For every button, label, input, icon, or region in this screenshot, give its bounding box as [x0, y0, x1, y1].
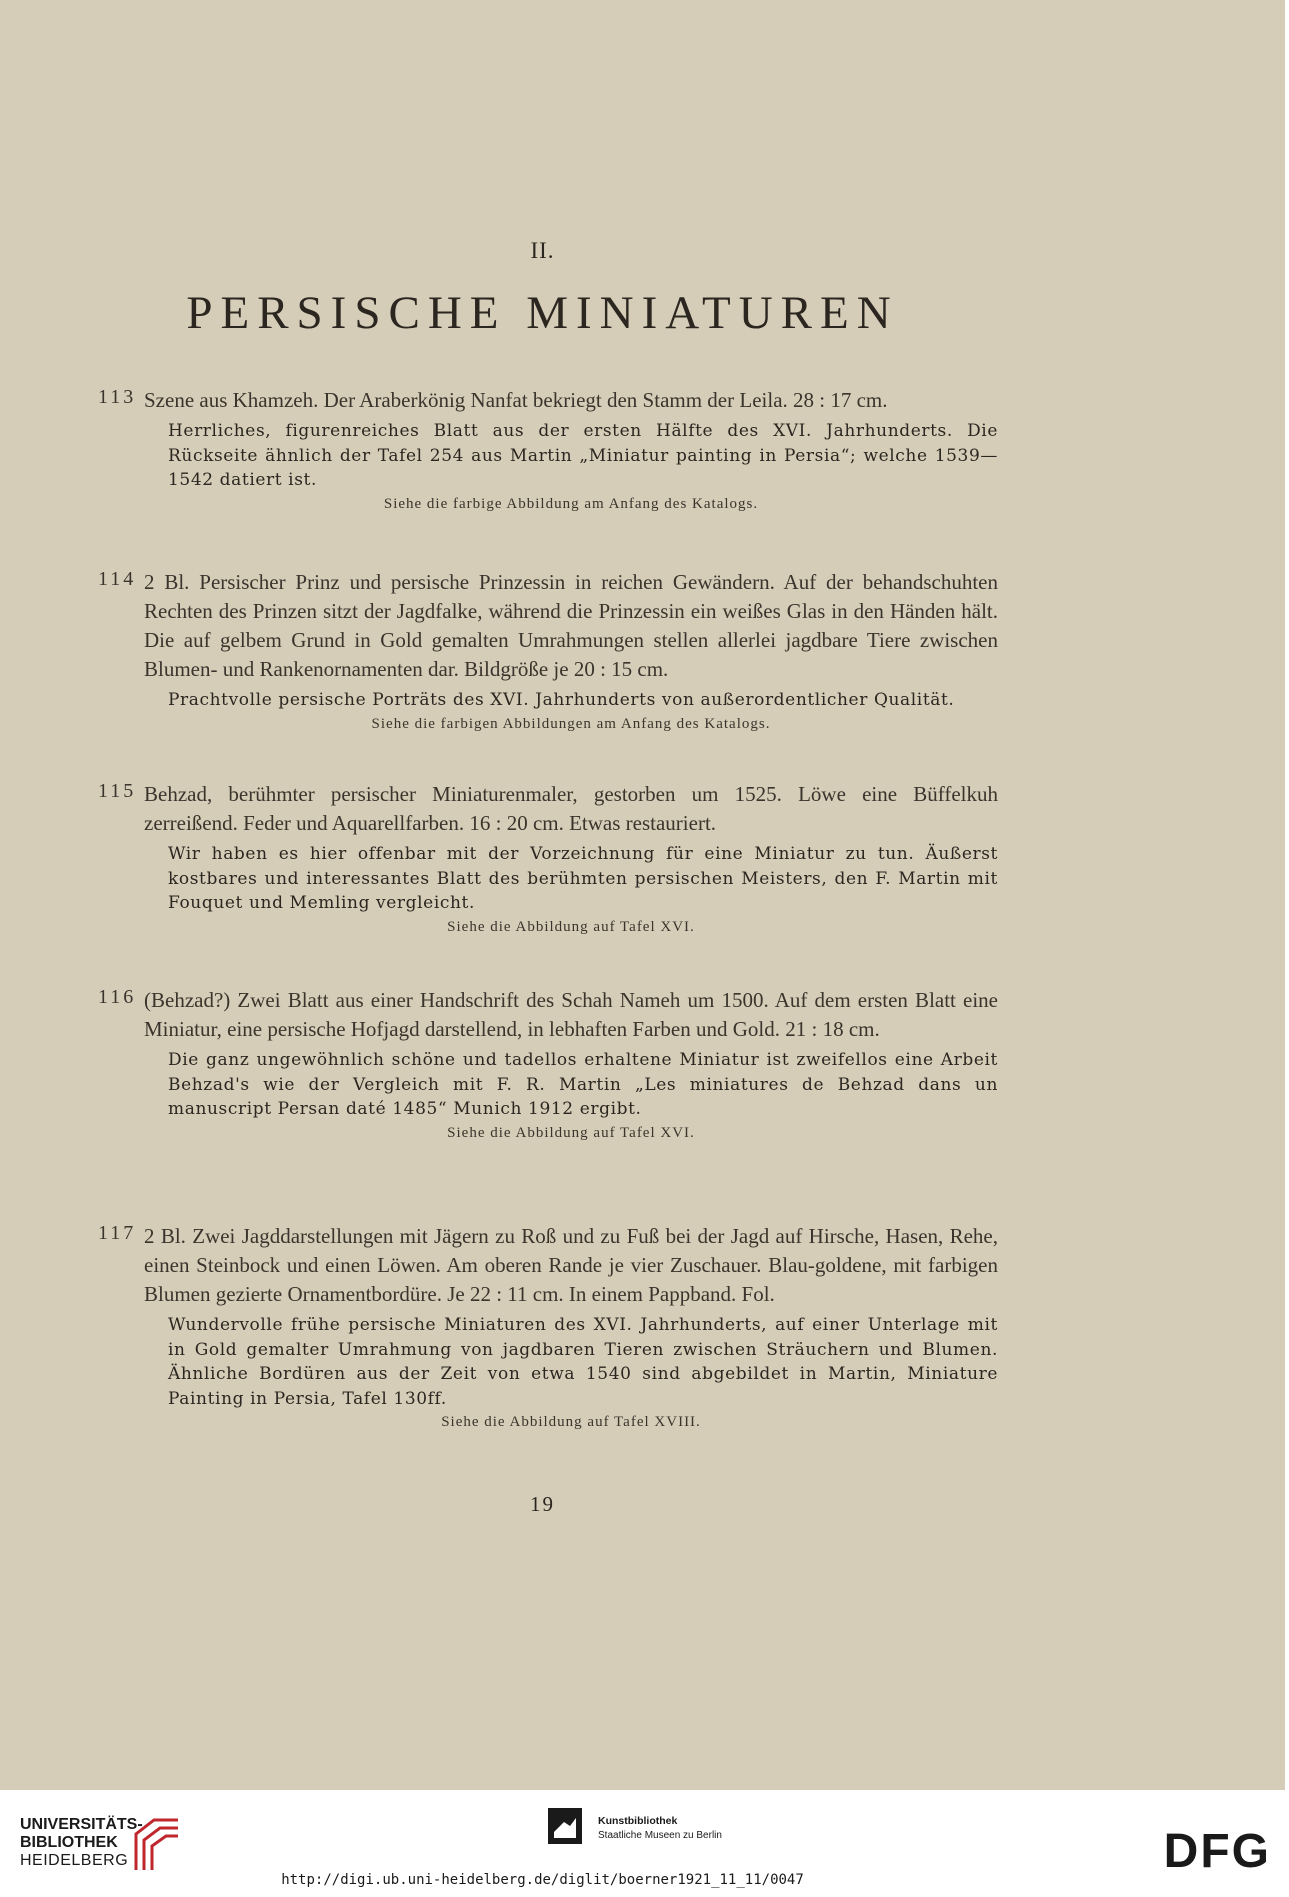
catalog-entry-114	[98, 568, 998, 733]
footer-bar	[0, 1790, 1289, 1897]
page-number: 19	[530, 1492, 555, 1516]
dfg-logo[interactable]: DFG	[1163, 1825, 1271, 1878]
entry-description: 2 Bl. Zwei Jagddarstellungen mit Jägern zu Roß und zu Fuß bei der Jagd auf Hirsche, Hasen, Rehe, einen Steinbock und einen Löwen. Am oberen Rande je vier Zuschauer. Blau-goldene, mit farbigen Blumen gezierte Ornamentbordüre. Je 22 : 11 cm. In einem Pappband. Fol.	[144, 1224, 998, 1306]
entry-number: 114	[98, 568, 137, 590]
entry-note: Wundervolle frühe persische Miniaturen des XVI. Jahrhunderts, auf einer Unterlage mit in Gold gemalter Umrahmung von jagdbaren Tieren zwischen Sträuchern und Blumen. Ähnliche Bordüren aus der Zeit von etwa 1540 sind abgebildet in Martin, Miniature Painting in Persia, Tafel 130ff.	[168, 1315, 998, 1409]
entry-reference: Siehe die farbigen Abbildungen am Anfang des Katalogs.	[371, 715, 771, 732]
catalog-entry-113	[98, 386, 998, 513]
page-edge	[1285, 0, 1289, 1790]
entry-note: Herrliches, figurenreiches Blatt aus der ersten Hälfte des XVI. Jahrhunderts. Die Rückseite ähnlich der Tafel 254 aus Martin „Miniatur painting in Persia“; welche 1539—1542 datiert ist.	[168, 421, 998, 490]
library-mark-icon	[132, 1816, 182, 1872]
source-url-link[interactable]: http://digi.ub.uni-heidelberg.de/diglit/boerner1921_11_11/0047	[281, 1872, 804, 1888]
uni-logo-line2: BIBLIOTHEK	[20, 1834, 118, 1851]
page-title: PERSISCHE MINIATUREN	[186, 287, 899, 339]
heidelberg-library-logo[interactable]	[20, 1816, 220, 1876]
entry-note: Die ganz ungewöhnlich schöne und tadellos erhaltene Miniatur ist zweifellos eine Arbeit Behzad's wie der Vergleich mit F. R. Martin „Les miniatures de Behzad dans un manuscript Persan daté 1485“ Munich 1912 ergibt.	[168, 1050, 998, 1119]
entry-reference: Siehe die Abbildung auf Tafel XVI.	[447, 1124, 695, 1141]
kunstbibliothek-eagle-icon	[548, 1808, 582, 1844]
entry-number: 117	[98, 1222, 137, 1244]
entry-reference: Siehe die farbige Abbildung am Anfang des Katalogs.	[383, 495, 759, 512]
entry-number: 113	[98, 386, 137, 408]
kunstbibliothek-logo[interactable]	[548, 1808, 768, 1848]
catalog-entry-116	[98, 986, 998, 1142]
catalog-entry-115	[98, 780, 998, 936]
entry-description: Szene aus Khamzeh. Der Araberkönig Nanfat bekriegt den Stamm der Leila. 28 : 17 cm.	[144, 388, 888, 412]
entry-number: 116	[98, 986, 137, 1008]
kb-name: Kunstbibliothek	[598, 1815, 678, 1827]
entry-note: Prachtvolle persische Porträts des XVI. Jahrhunderts von außerordentlicher Qualität.	[168, 690, 955, 710]
entry-note: Wir haben es hier offenbar mit der Vorzeichnung für eine Miniatur zu tun. Äußerst kostbares und interessantes Blatt des berühmten persischen Meisters, den F. Martin mit Fouquet und Memling vergleicht.	[168, 844, 998, 913]
entry-number: 115	[98, 780, 137, 802]
entry-reference: Siehe die Abbildung auf Tafel XVI.	[447, 918, 695, 935]
entry-reference: Siehe die Abbildung auf Tafel XVIII.	[441, 1414, 701, 1430]
uni-logo-line1: UNIVERSITÄTS-	[20, 1816, 143, 1833]
entry-description: (Behzad?) Zwei Blatt aus einer Handschrift des Schah Nameh um 1500. Auf dem ersten Blatt eine Miniatur, eine persische Hofjagd darstellend, in lebhaften Farben und Gold. 21 : 18 cm.	[144, 988, 998, 1041]
uni-logo-line3: HEIDELBERG	[20, 1852, 129, 1869]
section-number: II.	[530, 238, 555, 263]
kb-subtitle: Staatliche Museen zu Berlin	[598, 1830, 722, 1841]
catalog-entry-117	[98, 1222, 998, 1431]
entry-description: Behzad, berühmter persischer Miniaturenmaler, gestorben um 1525. Löwe eine Büffelkuh zerreißend. Feder und Aquarellfarben. 16 : 20 cm. Etwas restauriert.	[144, 782, 998, 835]
entry-description: 2 Bl. Persischer Prinz und persische Prinzessin in reichen Gewändern. Auf der behandschuhten Rechten des Prinzen sitzt der Jagdfalke, während die Prinzessin ein weißes Glas in den Händen hält. Die auf gelbem Grund in Gold gemalten Umrahmungen stellen allerlei jagdbare Tiere zwischen Blumen- und Rankenornamenten dar. Bildgröße je 20 : 15 cm.	[144, 570, 998, 681]
